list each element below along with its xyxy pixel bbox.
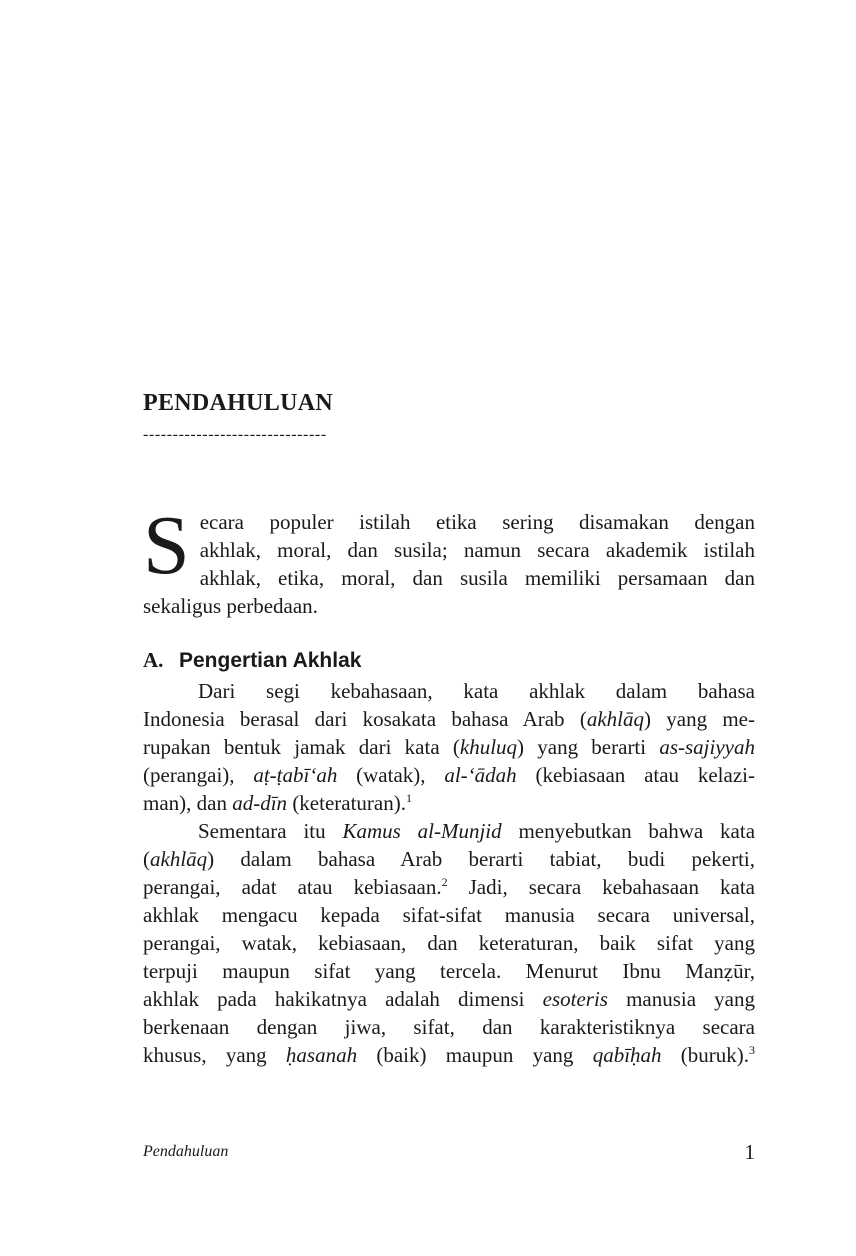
paragraph-line: perangai, watak, kebiasaan, dan keteraturan, baik sifat yang xyxy=(143,931,755,955)
paragraph-line: Indonesia berasal dari kosakata bahasa Arab (akhlāq) yang me- xyxy=(143,707,755,731)
paragraph-line: rupakan bentuk jamak dari kata (khuluq) yang berarti as-sajiyyah xyxy=(143,735,755,759)
intro-line: akhlak, moral, dan susila; namun secara akademik istilah xyxy=(199,538,755,562)
paragraph-line: Sementara itu Kamus al-Munjid menyebutkan bahwa kata xyxy=(198,819,756,843)
section-heading xyxy=(143,648,361,673)
paragraph-line: terpuji maupun sifat yang tercela. Menurut Ibnu Manẓūr, xyxy=(143,959,755,983)
body-text xyxy=(143,677,755,1069)
paragraph-line: Dari segi kebahasaan, kata akhlak dalam bahasa xyxy=(198,679,755,703)
paragraph-line: perangai, adat atau kebiasaan.$^2$ Jadi, secara kebahasaan kata xyxy=(143,875,755,899)
section-title: Pengertian Akhlak xyxy=(179,649,362,672)
footnote-ref: 1 xyxy=(406,791,412,805)
paragraph-line: (perangai), aṭ-ṭabī‘ah (watak), al-‘ādah (kebiasaan atau kelazi- xyxy=(143,763,755,787)
title-underline: ------------------------------- xyxy=(143,426,327,443)
paragraph-line: berkenaan dengan jiwa, sifat, dan karakteristiknya secara xyxy=(143,1015,755,1039)
intro-line: akhlak, etika, moral, dan susila memiliki persamaan dan xyxy=(199,566,755,590)
chapter-title: PENDAHULUAN xyxy=(143,390,333,416)
footnote-ref: 3 xyxy=(749,1043,756,1057)
running-footer-title: Pendahuluan xyxy=(143,1143,229,1160)
paragraph-line: man), dan ad-dīn (keteraturan).$^1$ xyxy=(143,791,412,815)
paragraph-line: (akhlāq) dalam bahasa Arab berarti tabiat, budi pekerti, xyxy=(143,847,755,871)
intro-paragraph xyxy=(143,499,755,620)
paragraph-line: akhlak pada hakikatnya adalah dimensi esoteris manusia yang xyxy=(143,987,755,1011)
section-number: A. xyxy=(143,648,164,672)
page-number: 1 xyxy=(744,1140,755,1164)
intro-line: sekaligus perbedaan. xyxy=(143,594,318,618)
paragraph-line: khusus, yang ḥasanah (baik) maupun yang qabīḥah (buruk).$^3$ xyxy=(143,1043,756,1067)
intro-line: ecara populer istilah etika sering disamakan dengan xyxy=(199,510,755,534)
footnote-ref: 2 xyxy=(441,875,448,889)
drop-cap: S xyxy=(143,499,190,592)
paragraph-line: akhlak mengacu kepada sifat-sifat manusia secara universal, xyxy=(143,903,755,927)
